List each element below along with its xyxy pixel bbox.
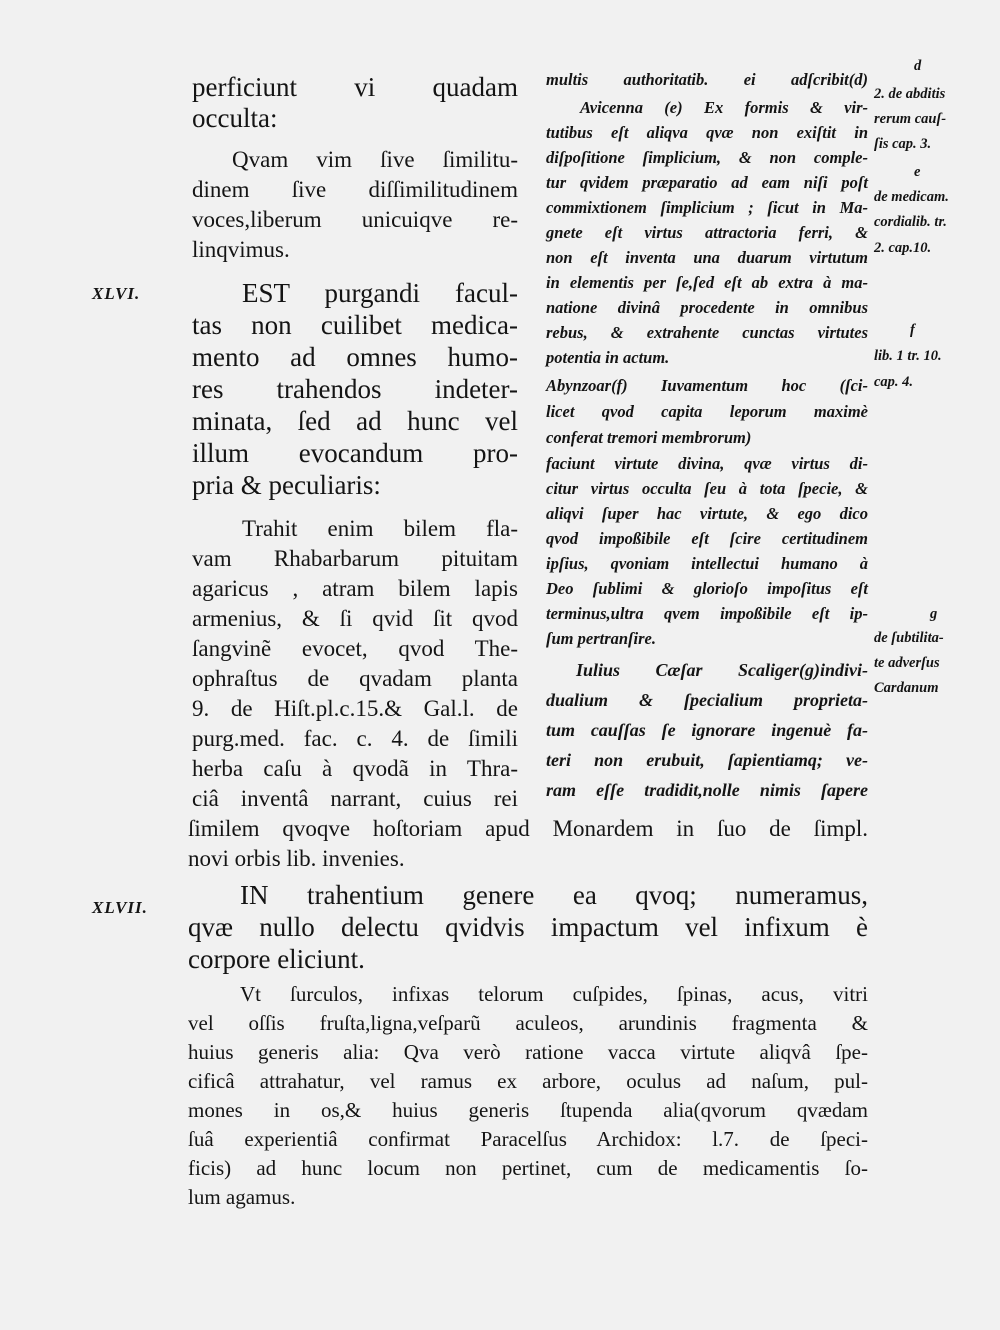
body-line: ſimilem qvoqve hoſtoriam apud Monardem in ſuo de ſimpl. xyxy=(188,816,868,841)
left-line: tas non cuilibet medica- xyxy=(192,310,518,340)
margin-note-line: 2. de abditis xyxy=(874,86,946,102)
right-line: Abynzoar(f) Iuvamentum hoc (ſci- xyxy=(546,376,868,395)
right-line: non eſt inventa una duarum virtutum xyxy=(546,248,868,267)
margin-note-line: cap. 4. xyxy=(874,374,914,390)
body-line: qvæ nullo delectu qvidvis impactum vel infixum è xyxy=(188,912,868,942)
right-line: citur virtus occulta ſeu à tota ſpecie, & xyxy=(546,479,868,498)
right-line: tutibus eſt aliqva qvæ non exiſtit in xyxy=(546,123,868,142)
margin-note-letter: f xyxy=(910,322,915,338)
left-line: purg.med. fac. c. 4. de ſimili xyxy=(192,726,518,751)
right-line: faciunt virtute divina, qvæ virtus di- xyxy=(546,454,868,473)
body-line: corpore eliciunt. xyxy=(188,944,365,974)
right-line: teri non erubuit, ſapientiamq; ve- xyxy=(546,750,868,770)
margin-note-letter: d xyxy=(914,58,922,74)
margin-note-line: de ſubtilita- xyxy=(874,630,944,646)
left-line: EST purgandi facul- xyxy=(242,278,518,308)
body-line: ficis) ad hunc locum non pertinet, cum de medicamentis ſo- xyxy=(188,1156,868,1180)
right-line: qvod impoßibile eſt ſcire certitudinem xyxy=(546,529,868,548)
body-line: huius generis alia: Qva verò ratione vacca virtute aliqvâ ſpe- xyxy=(188,1040,868,1064)
right-line: ipſius, qvoniam intellectui humano à xyxy=(546,554,868,573)
left-line: minata, ſed ad hunc vel xyxy=(192,406,518,436)
body-line: novi orbis lib. invenies. xyxy=(188,846,405,871)
body-line: cificâ attrahatur, vel ramus ex arbore, oculus ad naſum, pul- xyxy=(188,1069,868,1093)
left-line: pria & peculiaris: xyxy=(192,470,381,500)
right-line: potentia in actum. xyxy=(546,348,670,367)
right-line: dualium & ſpecialium proprieta- xyxy=(546,690,868,710)
right-line: tur qvidem præparatio ad eam niſi poſt xyxy=(546,173,868,192)
section-mark-xlvi: XLVI. xyxy=(92,284,141,303)
right-line: tum cauſſas ſe ignorare ingenuè fa- xyxy=(546,720,868,740)
body-line: lum agamus. xyxy=(188,1185,296,1209)
right-line: licet qvod capita leporum maximè xyxy=(546,402,868,421)
left-line: mento ad omnes humo- xyxy=(192,342,518,372)
margin-note-letter: g xyxy=(930,606,938,622)
left-line: armenius, & ſi qvid ſit qvod xyxy=(192,606,518,631)
margin-note-line: cordialib. tr. xyxy=(874,214,947,230)
margin-note-line: lib. 1 tr. 10. xyxy=(874,348,942,364)
left-line: illum evocandum pro- xyxy=(192,438,518,468)
body-line: ſuâ experientiâ confirmat Paracelſus Archidox: l.7. de ſpeci- xyxy=(188,1127,868,1151)
left-line: herba caſu à qvodã in Thra- xyxy=(192,756,518,781)
right-line: aliqvi ſuper hac virtute, & ego dico xyxy=(546,504,868,523)
body-line: IN trahentium genere ea qvoq; numeramus, xyxy=(240,880,868,910)
right-line: Avicenna (e) Ex formis & vir- xyxy=(580,98,868,117)
left-line: perficiunt vi quadam xyxy=(192,72,518,102)
left-line: res trahendos indeter- xyxy=(192,374,518,404)
right-line: multis authoritatib. ei adſcribit(d) xyxy=(546,70,868,89)
right-line: natione divinâ procedente in omnibus xyxy=(546,298,868,317)
body-line: vel oſſis fruſta,ligna,veſparũ aculeos, arundinis fragmenta & xyxy=(188,1011,868,1035)
margin-note-line: rerum cauſ- xyxy=(874,111,947,127)
body-line: mones in os,& huius generis ſtupenda alia(qvorum qvædam xyxy=(188,1098,868,1122)
margin-note-letter: e xyxy=(914,164,921,180)
right-line: ſum pertranſire. xyxy=(546,629,657,648)
left-line: dinem ſive diſſimilitudinem xyxy=(192,177,518,202)
section-mark-xlvii: XLVII. xyxy=(92,898,148,917)
left-line: Qvam vim ſive ſimilitu- xyxy=(232,147,518,172)
margin-note-line: 2. cap.10. xyxy=(874,240,932,256)
right-line: terminus,ultra qvem impoßibile eſt ip- xyxy=(546,604,868,623)
body-line: Vt ſurculos, infixas telorum cuſpides, ſpinas, acus, vitri xyxy=(240,982,868,1006)
margin-note-line: de medicam. xyxy=(874,189,949,205)
left-line: vam Rhabarbarum pituitam xyxy=(192,546,518,571)
right-line: gnete eſt virtus attractoria ferri, & xyxy=(546,223,868,242)
right-line: Iulius Cæſar Scaliger(g)indivi- xyxy=(576,660,868,680)
margin-note-line: te adverſus xyxy=(874,655,940,671)
left-line: linqvimus. xyxy=(192,237,290,262)
margin-note-line: Cardanum xyxy=(874,680,939,696)
right-line: conferat tremori membrorum) xyxy=(546,428,752,447)
right-line: commixtionem ſimplicium ; ſicut in Ma- xyxy=(546,198,868,217)
left-line: ophraſtus de qvadam planta xyxy=(192,666,518,691)
left-line: ſangvinẽ evocet, qvod The- xyxy=(192,636,518,661)
left-line: agaricus , atram bilem lapis xyxy=(192,576,518,601)
right-line: rebus, & extrahente cunctas virtutes xyxy=(546,323,868,342)
right-line: Deo ſublimi & glorioſo impoſitus eſt xyxy=(546,579,868,598)
left-line: occulta: xyxy=(192,103,278,133)
left-line: voces,liberum unicuiqve re- xyxy=(192,207,518,232)
left-line: Trahit enim bilem fla- xyxy=(242,516,518,541)
margin-note-line: ſis cap. 3. xyxy=(874,136,932,152)
right-line: diſpoſitione ſimplicium, & non comple- xyxy=(546,148,868,167)
right-line: ram eſſe tradidit,nolle nimis ſapere xyxy=(546,780,868,800)
right-line: in elementis per ſe,ſed eſt ab extra à ma- xyxy=(546,273,868,292)
left-line: 9. de Hiſt.pl.c.15.& Gal.l. de xyxy=(192,696,518,721)
left-line: ciâ inventâ narrant, cuius rei xyxy=(192,786,518,811)
